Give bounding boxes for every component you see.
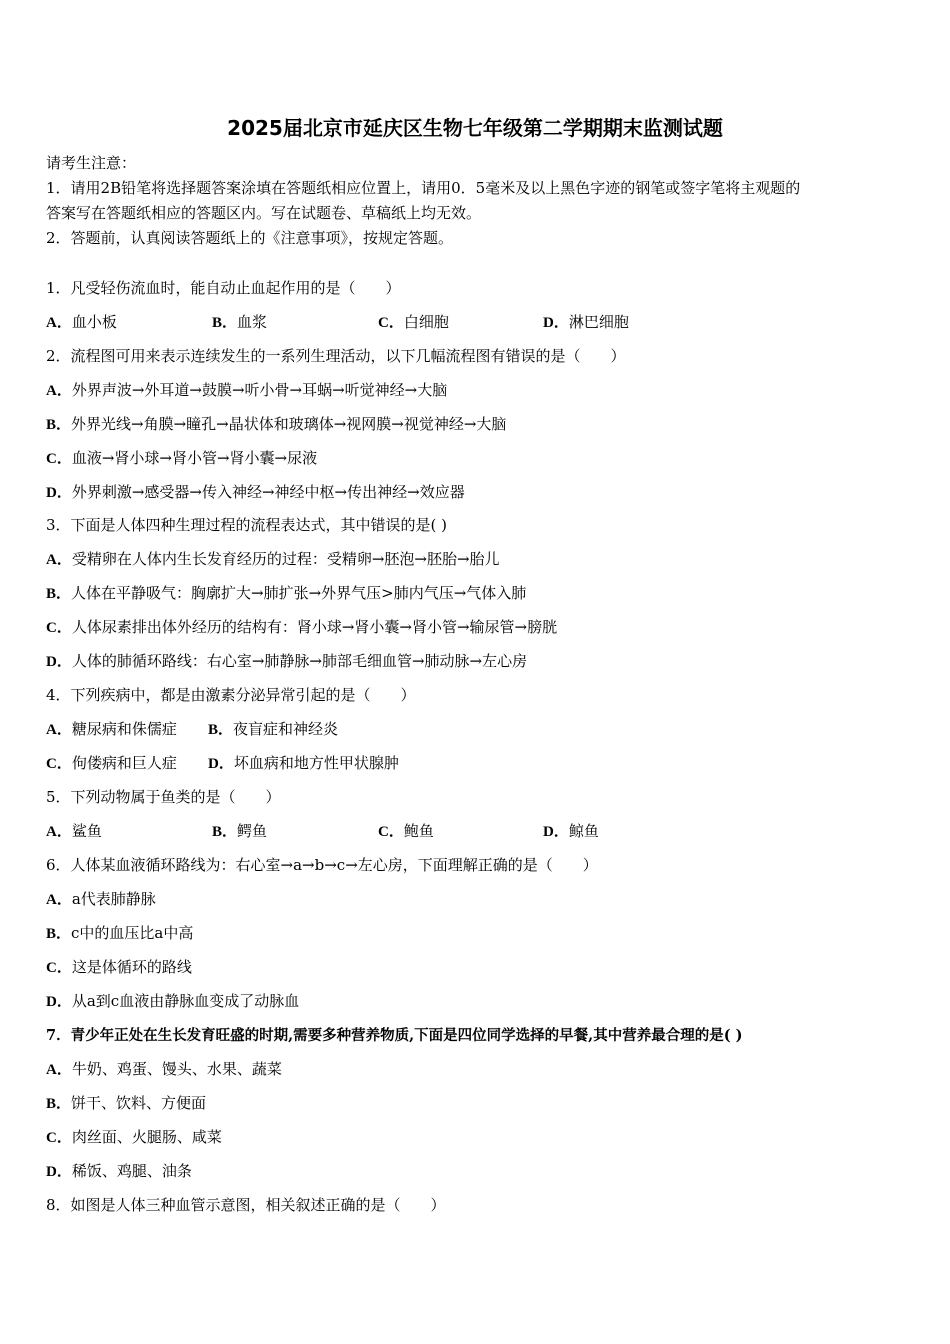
option-text: 这是体循环的路线 [71, 958, 192, 976]
question-stem: 1．凡受轻伤流血时，能自动止血起作用的是（ ） [46, 279, 401, 297]
question-stem: 2．流程图可用来表示连续发生的一系列生理活动，以下几幅流程图有错误的是（ ） [46, 347, 626, 365]
notice-item-1-line-1: 1．请用2B铅笔将选择题答案涂填在答题纸相应位置上，请用0．5毫米及以上黑色字迹的钢笔或签字笔将主观题的 [46, 179, 801, 197]
option-label: D． [543, 315, 569, 331]
option-a[interactable] [46, 820, 102, 841]
option-text: 血浆 [237, 313, 268, 331]
notice-heading: 请考生注意： [46, 154, 137, 172]
option-label: C． [378, 315, 404, 331]
option-text: 血小板 [71, 313, 117, 331]
option-text: 外界光线→角膜→瞳孔→晶状体和玻璃体→视网膜→视觉神经→大脑 [71, 415, 507, 433]
option-label: B． [208, 722, 234, 738]
option-label: B． [212, 824, 238, 840]
option-c[interactable] [46, 616, 557, 637]
option-text: 鲸鱼 [568, 822, 599, 840]
option-text: 人体的肺循环路线：右心室→肺静脉→肺部毛细血管→肺动脉→左心房 [71, 652, 528, 670]
option-c[interactable] [46, 752, 177, 773]
option-label: C． [46, 451, 72, 467]
option-c[interactable] [378, 311, 449, 332]
option-d[interactable] [543, 820, 599, 841]
option-label: C． [46, 620, 72, 636]
option-text: 鳄鱼 [237, 822, 268, 840]
option-label: D． [46, 994, 72, 1010]
option-d[interactable] [46, 990, 299, 1011]
option-label: B． [46, 417, 72, 433]
option-b[interactable] [46, 922, 193, 943]
option-text: 淋巴细胞 [568, 313, 629, 331]
option-text: 白细胞 [403, 313, 449, 331]
option-label: A． [46, 383, 72, 399]
option-label: D． [543, 824, 569, 840]
option-label: D． [46, 1164, 72, 1180]
option-d[interactable] [208, 752, 399, 773]
option-label: B． [46, 586, 72, 602]
question-stem: 4．下列疾病中，都是由激素分泌异常引起的是（ ） [46, 686, 416, 704]
option-c[interactable] [378, 820, 434, 841]
option-label: D． [208, 756, 234, 772]
option-label: D． [46, 485, 72, 501]
notice-item-1-line-2: 答案写在答题纸相应的答题区内。写在试题卷、草稿纸上均无效。 [46, 204, 482, 222]
option-a[interactable] [46, 379, 447, 400]
option-d[interactable] [46, 481, 465, 502]
question-stem: 8．如图是人体三种血管示意图，相关叙述正确的是（ ） [46, 1196, 446, 1214]
option-label: A． [46, 892, 72, 908]
option-text: 夜盲症和神经炎 [233, 720, 339, 738]
option-b[interactable] [212, 820, 267, 841]
option-b[interactable] [46, 413, 506, 434]
option-label: C． [46, 1130, 72, 1146]
option-label: C． [46, 756, 72, 772]
option-text: 从a到c血液由静脉血变成了动脉血 [71, 992, 300, 1010]
option-label: D． [46, 654, 72, 670]
option-b[interactable] [212, 311, 267, 332]
question-stem: 7．青少年正处在生长发育旺盛的时期,需要多种营养物质,下面是四位同学选择的早餐,其中营养最合理的是( ) [46, 1027, 743, 1044]
notice-item-2: 2．答题前，认真阅读答题纸上的《注意事项》，按规定答题。 [46, 229, 454, 247]
page-title: 2025届北京市延庆区生物七年级第二学期期末监测试题 [227, 116, 723, 140]
option-d[interactable] [46, 650, 527, 671]
option-label: B． [46, 1096, 72, 1112]
option-text: 鲍鱼 [403, 822, 434, 840]
option-text: 外界刺激→感受器→传入神经→神经中枢→传出神经→效应器 [71, 483, 465, 501]
option-text: 鲨鱼 [71, 822, 102, 840]
option-label: C． [378, 824, 404, 840]
option-d[interactable] [46, 1160, 192, 1181]
option-text: 牛奶、鸡蛋、馒头、水果、蔬菜 [71, 1060, 282, 1078]
option-text: 血液→肾小球→肾小管→肾小囊→尿液 [71, 449, 318, 467]
option-a[interactable] [46, 888, 156, 909]
option-text: 稀饭、鸡腿、油条 [71, 1162, 192, 1180]
option-c[interactable] [46, 1126, 222, 1147]
option-label: B． [46, 926, 72, 942]
option-label: A． [46, 1062, 72, 1078]
option-label: A． [46, 824, 72, 840]
option-b[interactable] [208, 718, 338, 739]
option-a[interactable] [46, 718, 177, 739]
question-stem: 3．下面是人体四种生理过程的流程表达式，其中错误的是( ) [46, 516, 448, 534]
option-text: 肉丝面、火腿肠、咸菜 [71, 1128, 222, 1146]
option-text: 佝偻病和巨人症 [71, 754, 177, 772]
option-text: 人体在平静吸气：胸廓扩大→肺扩张→外界气压>肺内气压→气体入肺 [71, 584, 527, 602]
option-text: 糖尿病和侏儒症 [71, 720, 177, 738]
option-a[interactable] [46, 311, 117, 332]
question-stem: 5．下列动物属于鱼类的是（ ） [46, 788, 281, 806]
option-text: 饼干、饮料、方便面 [71, 1094, 207, 1112]
option-d[interactable] [543, 311, 629, 332]
option-text: c中的血压比a中高 [71, 924, 194, 942]
option-text: 坏血病和地方性甲状腺肿 [233, 754, 399, 772]
option-c[interactable] [46, 956, 192, 977]
option-label: B． [212, 315, 238, 331]
option-label: A． [46, 722, 72, 738]
option-label: A． [46, 315, 72, 331]
option-label: C． [46, 960, 72, 976]
option-a[interactable] [46, 1058, 282, 1079]
option-b[interactable] [46, 582, 526, 603]
option-text: a代表肺静脉 [71, 890, 156, 908]
option-b[interactable] [46, 1092, 206, 1113]
option-text: 外界声波→外耳道→鼓膜→听小骨→耳蜗→听觉神经→大脑 [71, 381, 448, 399]
option-text: 受精卵在人体内生长发育经历的过程：受精卵→胚泡→胚胎→胎儿 [71, 550, 500, 568]
option-label: A． [46, 552, 72, 568]
option-text: 人体尿素排出体外经历的结构有：肾小球→肾小囊→肾小管→输尿管→膀胱 [71, 618, 558, 636]
option-a[interactable] [46, 548, 500, 569]
option-c[interactable] [46, 447, 317, 468]
question-stem: 6．人体某血液循环路线为：右心室→a→b→c→左心房，下面理解正确的是（ ） [46, 856, 598, 874]
